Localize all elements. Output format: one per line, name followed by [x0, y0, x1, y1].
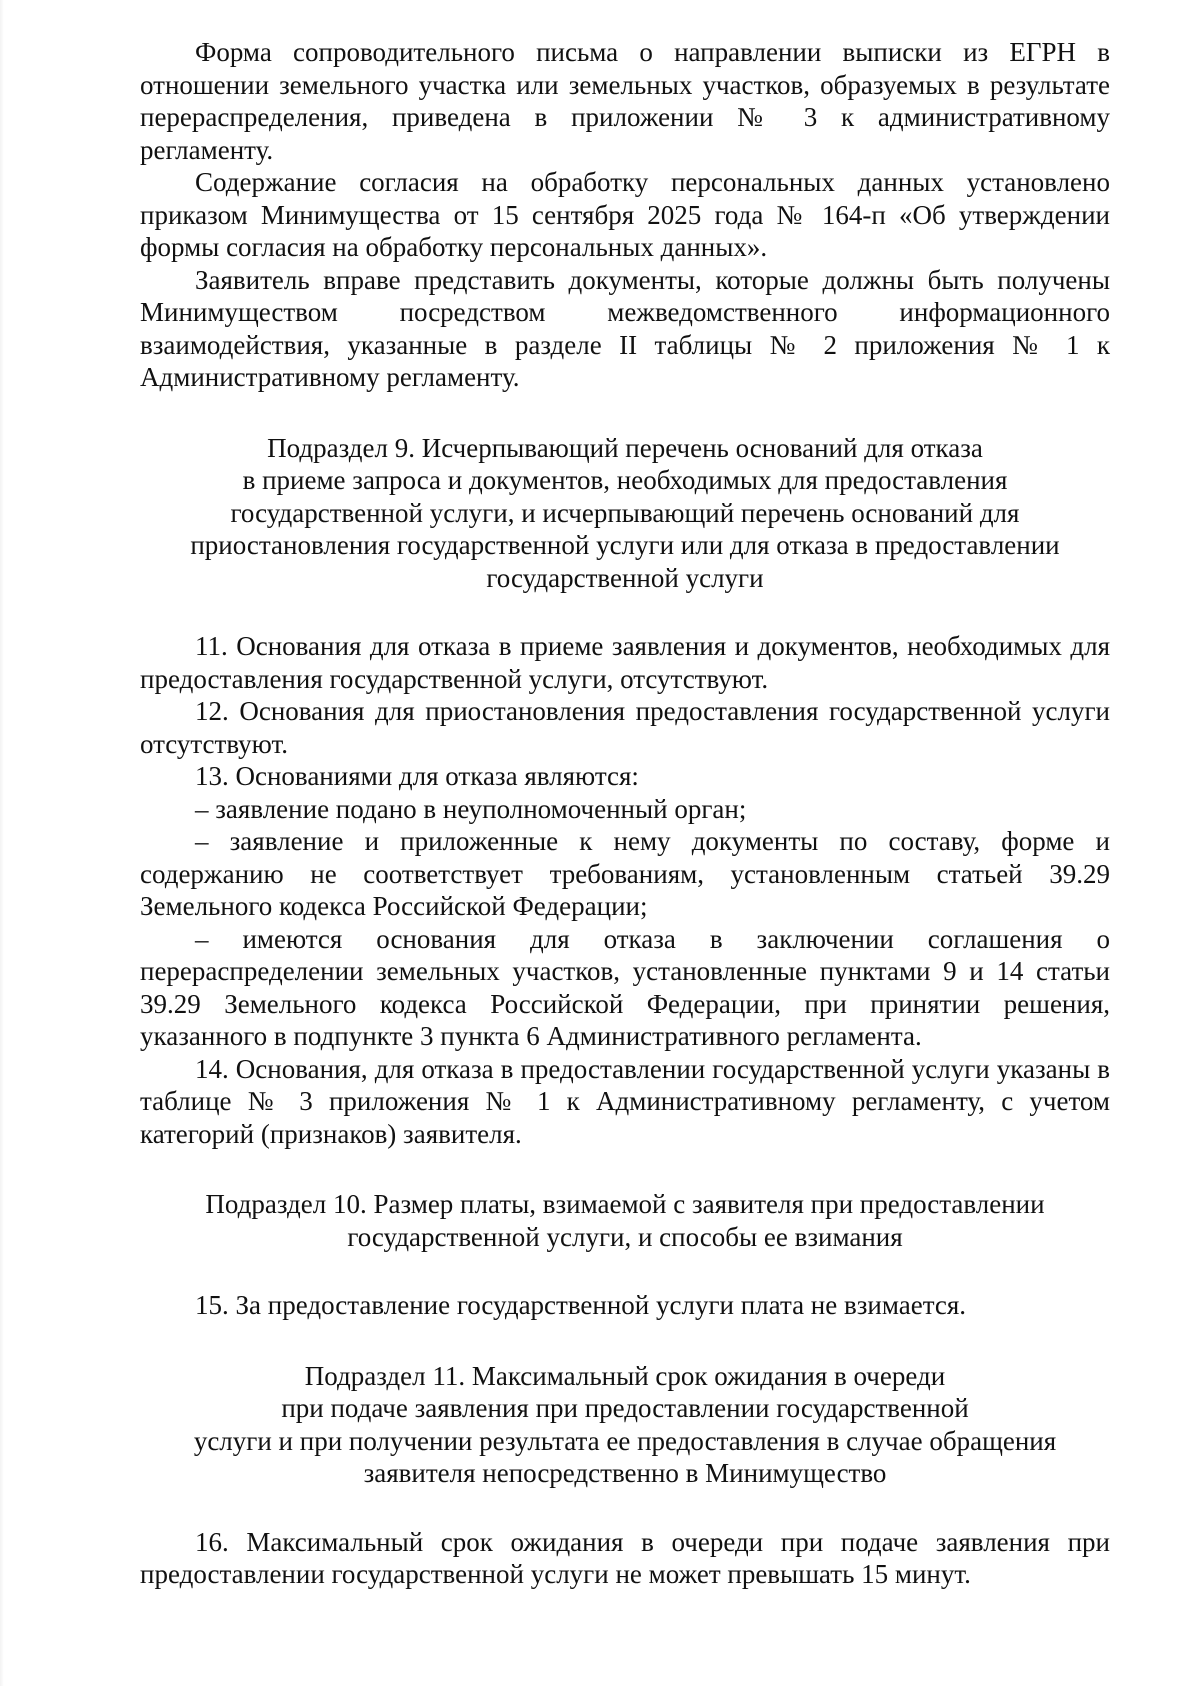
paragraph-12: 12. Основания для приостановления предоставления государственной услуги отсутствуют.: [140, 696, 1110, 759]
heading-line: услуги и при получении результата ее предоставления в случае обращения: [193, 1425, 1057, 1456]
section-11-heading: [140, 1360, 1110, 1490]
paragraph-14: 14. Основания, для отказа в предоставлении государственной услуги указаны в таблице № 3 приложения № 1 к Административному регламенту, с учетом категорий (признаков) заявителя.: [140, 1053, 1110, 1149]
heading-line: в приеме запроса и документов, необходимых для предоставления: [242, 465, 1008, 495]
paragraph-applicant-docs: Заявитель вправе представить документы, которые должны быть получены Минимуществом посредством межведомственного информационного взаимодействия, указанные в разделе II таблицы № 2 приложения № 1 к Административному регламенту.: [140, 264, 1110, 392]
heading-line: государственной услуги: [486, 562, 764, 593]
heading-line: государственной услуги, и исчерпывающий перечень оснований для: [230, 497, 1020, 528]
paragraph-13: 13. Основаниями для отказа являются:: [195, 761, 639, 791]
scan-edge: [0, 0, 4, 1686]
heading-line: приостановления государственной услуги или для отказа в предоставлении: [190, 530, 1060, 560]
paragraph-13-item-3: – имеются основания для отказа в заключении соглашения о перераспределении земельных участков, установленные пунктами 9 и 14 статьи 39.29 Земельного кодекса Российской Федерации, при принятии решения, указанного в подпункте 3 пункта 6 Административного регламента.: [140, 923, 1110, 1051]
paragraph-15: 15. За предоставление государственной услуги плата не взимается.: [195, 1290, 967, 1320]
heading-line: заявителя непосредственно в Минимущество: [363, 1458, 887, 1488]
document-page: [140, 36, 1110, 1591]
section-9-heading: [140, 432, 1110, 595]
heading-line: Подраздел 9. Исчерпывающий перечень оснований для отказа: [267, 432, 983, 463]
heading-line: государственной услуги, и способы ее взимания: [347, 1221, 903, 1252]
paragraph-11: 11. Основания для отказа в приеме заявления и документов, необходимых для предоставления государственной услуги, отсутствуют.: [140, 631, 1110, 694]
paragraph-13-item-1: – заявление подано в неуполномоченный орган;: [195, 793, 747, 824]
section-10-heading: [140, 1188, 1110, 1253]
paragraph-13-item-2: – заявление и приложенные к нему документы по составу, форме и содержанию не соответствует требованиям, установленным статьей 39.29 Земельного кодекса Российской Федерации;: [140, 826, 1110, 921]
paragraph-form-letter: Форма сопроводительного письма о направлении выписки из ЕГРН в отношении земельного участка или земельных участков, образуемых в результате перераспределения, приведена в приложении № 3 к административному регламенту.: [140, 37, 1110, 165]
paragraph-16: 16. Максимальный срок ожидания в очереди при подаче заявления при предоставлении государственной услуги не может превышать 15 минут.: [140, 1526, 1110, 1589]
heading-line: при подаче заявления при предоставлении государственной: [281, 1393, 969, 1423]
paragraph-consent: Содержание согласия на обработку персональных данных установлено приказом Минимущества от 15 сентября 2025 года № 164-п «Об утверждении формы согласия на обработку персональных данных».: [140, 167, 1110, 262]
heading-line: Подраздел 11. Максимальный срок ожидания в очереди: [304, 1360, 946, 1391]
heading-line: Подраздел 10. Размер платы, взимаемой с заявителя при предоставлении: [205, 1189, 1045, 1219]
